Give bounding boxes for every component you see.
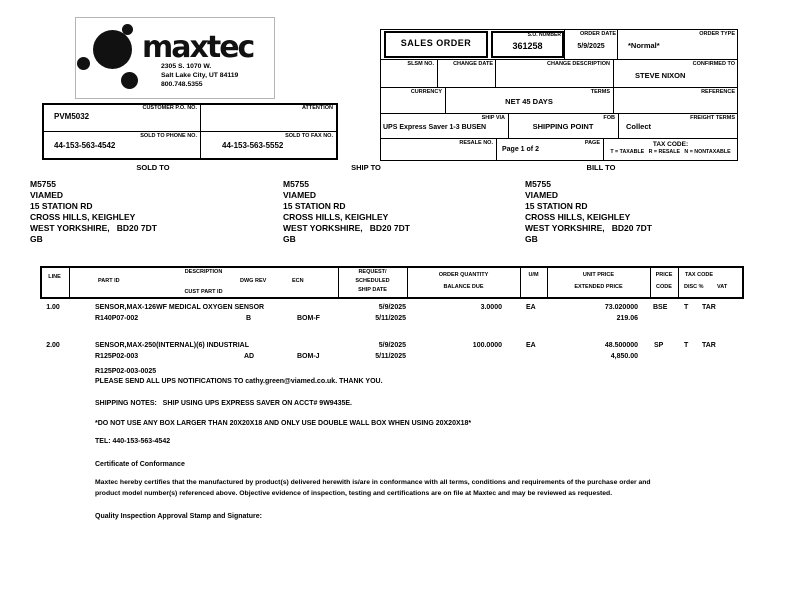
change-date-label: CHANGE DATE xyxy=(453,61,493,67)
row1-extended-price: 219.06 xyxy=(616,315,638,322)
so-number-label: S.O. NUMBER xyxy=(527,32,561,38)
tax-code-legend: T = TAXABLE R = RESALE N = NONTAXABLE xyxy=(610,149,731,155)
row2-extended-price: 4,850.00 xyxy=(610,353,638,360)
confirmed-to-label: CONFIRMED TO xyxy=(692,61,735,67)
bill-to-address-line: GB xyxy=(525,234,538,244)
col-balance-due-label: BALANCE DUE xyxy=(443,284,484,290)
terms-label: TERMS xyxy=(590,89,610,95)
sold-to-heading: SOLD TO xyxy=(136,163,170,172)
ship-to-address-line: M5755 xyxy=(283,179,309,189)
freight-terms-value: Collect xyxy=(626,122,652,131)
sold-to-address-line: CROSS HILLS, KEIGHLEY xyxy=(30,212,136,222)
bill-to-address-line: WEST YORKSHIRE, BD20 7DT xyxy=(525,223,652,233)
col-order-qty-label: ORDER QUANTITY xyxy=(438,272,489,278)
customer-box-hdivider xyxy=(42,131,338,132)
col-unit-price-label: UNIT PRICE xyxy=(582,272,615,278)
company-address-line2: Salt Lake City, UT 84119 xyxy=(161,72,239,79)
change-description-label: CHANGE DESCRIPTION xyxy=(547,61,610,67)
row2-vat: TAR xyxy=(702,342,716,349)
row2-unit-price: 48.500000 xyxy=(604,342,638,349)
sold-to-address-line: 15 STATION RD xyxy=(30,201,93,211)
col-line-label: LINE xyxy=(48,274,61,280)
col-dwg-rev-label: DWG REV xyxy=(240,278,267,284)
bill-to-address-line: 15 STATION RD xyxy=(525,201,588,211)
tax-code-title: TAX CODE: xyxy=(652,141,689,148)
row2-tax-code: T xyxy=(684,342,689,349)
freight-terms-label: FREIGHT TERMS xyxy=(690,115,735,121)
page-value: Page 1 of 2 xyxy=(502,146,539,153)
items-col-divider xyxy=(520,266,521,299)
logo-circle-bottom xyxy=(121,72,138,89)
logo-circle-large xyxy=(93,30,132,69)
so-number-value: 361258 xyxy=(512,41,543,51)
row1-ecn: BOM-F xyxy=(297,315,320,322)
row2-dwg-rev: AD xyxy=(244,353,255,360)
row2-part-id: R125P02-003 xyxy=(95,353,139,360)
order-type-value: *Normal* xyxy=(628,41,660,50)
items-col-divider xyxy=(547,266,548,299)
attention-label: ATTENTION xyxy=(301,105,333,111)
logo-wordmark: maxtec xyxy=(142,30,254,65)
customer-po-value: PVM5032 xyxy=(54,112,90,121)
row1-scheduled-date: 5/11/2025 xyxy=(375,315,406,322)
sold-to-fax-value: 44-153-563-5552 xyxy=(222,141,284,150)
reference-label: REFERENCE xyxy=(701,89,735,95)
row1-vat: TAR xyxy=(702,304,716,311)
row2-description: SENSOR,MAX-250(INTERNAL)(6) INDUSTRIAL xyxy=(95,342,250,349)
sold-to-phone-label: SOLD TO PHONE NO. xyxy=(140,133,197,139)
items-col-divider xyxy=(650,266,651,299)
ship-to-address-line: CROSS HILLS, KEIGHLEY xyxy=(283,212,389,222)
fob-label: FOB xyxy=(603,115,615,121)
row1-part-id: R140P07-002 xyxy=(95,315,139,322)
row2-price-code: SP xyxy=(654,342,664,349)
company-address-line1: 2305 S. 1070 W. xyxy=(161,63,212,70)
sold-to-address-line: GB xyxy=(30,234,43,244)
row2-cust-part-id: R125P02-003-0025 xyxy=(95,368,157,375)
row1-description: SENSOR,MAX-126WF MEDICAL OXYGEN SENSOR xyxy=(95,304,265,311)
row1-request-date: 5/9/2025 xyxy=(378,304,406,311)
row2-request-date: 5/9/2025 xyxy=(378,342,406,349)
sold-to-address-line: WEST YORKSHIRE, BD20 7DT xyxy=(30,223,157,233)
terms-value: NET 45 DAYS xyxy=(505,97,553,106)
order-date-label: ORDER DATE xyxy=(580,31,616,37)
company-logo-box xyxy=(75,17,275,99)
col-vat-label: VAT xyxy=(717,284,728,290)
items-col-divider xyxy=(407,266,408,299)
items-col-divider xyxy=(678,266,679,299)
ship-to-address-line: VIAMED xyxy=(283,190,317,200)
logo-circle-top xyxy=(122,24,133,35)
col-scheduled-label: SCHEDULED xyxy=(355,278,390,284)
page-label: PAGE xyxy=(584,140,600,146)
col-tax-code-label: TAX CODE xyxy=(685,272,714,278)
row1-tax-code: T xyxy=(684,304,689,311)
row1-dwg-rev: B xyxy=(246,315,252,322)
ship-via-label: SHIP VIA xyxy=(481,115,505,121)
confirmed-to-value: STEVE NIXON xyxy=(635,71,686,80)
row2-scheduled-date: 5/11/2025 xyxy=(375,353,406,360)
col-description-label: DESCRIPTION xyxy=(184,269,223,275)
customer-po-label: CUSTOMER P.O. NO. xyxy=(142,105,197,111)
certificate-title: Certificate of Conformance xyxy=(95,461,185,468)
sold-to-fax-label: SOLD TO FAX NO. xyxy=(285,133,333,139)
sold-to-address-line: VIAMED xyxy=(30,190,64,200)
fob-value: SHIPPING POINT xyxy=(532,122,594,131)
sold-to-address-line: M5755 xyxy=(30,179,56,189)
col-code-label: CODE xyxy=(656,284,672,290)
order-type-label: ORDER TYPE xyxy=(699,31,735,37)
row1-um: EA xyxy=(526,304,536,311)
bill-to-address-line: M5755 xyxy=(525,179,551,189)
row2-um: EA xyxy=(526,342,536,349)
quality-inspection-line: Quality Inspection Approval Stamp and Signature: xyxy=(95,513,262,520)
row2-ecn: BOM-J xyxy=(297,353,320,360)
logo-circle-left xyxy=(77,57,90,70)
ship-via-value: UPS Express Saver 1-3 BUSEN xyxy=(383,124,487,131)
certificate-body: Maxtec hereby certifies that the manufactured by product(s) delivered herewith is/are in conformance with all terms, conditions and requirements of the purchase order and product model number(s) referenced above. Objective evidence of inspection, testing and certifications are on file at Maxtec and may be reviewed as requested. xyxy=(95,479,651,497)
col-extended-price-label: EXTENDED PRICE xyxy=(574,284,623,290)
col-disc-label: DISC % xyxy=(684,284,704,290)
col-request-label: REQUEST/ xyxy=(358,269,387,275)
col-ship-date-label: SHIP DATE xyxy=(358,287,387,293)
row1-unit-price: 73.020000 xyxy=(604,304,638,311)
row2-line: 2.00 xyxy=(46,342,60,349)
col-um-label: U/M xyxy=(528,272,539,278)
col-ecn-label: ECN xyxy=(292,278,304,284)
row1-line: 1.00 xyxy=(46,304,60,311)
col-price-label: PRICE xyxy=(655,272,673,278)
resale-no-label: RESALE NO. xyxy=(459,140,493,146)
note-tel: TEL: 440-153-563-4542 xyxy=(95,438,171,445)
bill-to-address-line: CROSS HILLS, KEIGHLEY xyxy=(525,212,631,222)
note-ups-notifications: PLEASE SEND ALL UPS NOTIFICATIONS TO cathy.green@viamed.co.uk. THANK YOU. xyxy=(95,378,383,385)
col-part-id-label: PART ID xyxy=(98,278,120,284)
ship-to-address-line: WEST YORKSHIRE, BD20 7DT xyxy=(283,223,410,233)
ship-to-address-line: 15 STATION RD xyxy=(283,201,346,211)
document-title: SALES ORDER xyxy=(400,38,472,48)
bill-to-address-line: VIAMED xyxy=(525,190,559,200)
row1-order-qty: 3.0000 xyxy=(480,304,502,311)
bill-to-heading: BILL TO xyxy=(586,163,616,172)
ship-to-heading: SHIP TO xyxy=(351,163,381,172)
sold-to-phone-value: 44-153-563-4542 xyxy=(54,141,116,150)
col-cust-part-id-label: CUST PART ID xyxy=(184,289,223,295)
ship-to-address-line: GB xyxy=(283,234,296,244)
slsm-no-label: SLSM NO. xyxy=(407,61,434,67)
company-phone: 800.748.5355 xyxy=(161,81,203,88)
note-shipping: SHIPPING NOTES: SHIP USING UPS EXPRESS SAVER ON ACCT# 9W9435E. xyxy=(95,400,352,407)
currency-label: CURRENCY xyxy=(410,89,442,95)
note-box-size: *DO NOT USE ANY BOX LARGER THAN 20X20X18 AND ONLY USE DOUBLE WALL BOX WHEN USING 20X20X18* xyxy=(95,420,472,427)
row1-price-code: BSE xyxy=(653,304,668,311)
row2-order-qty: 100.0000 xyxy=(472,342,502,349)
order-date-value: 5/9/2025 xyxy=(577,43,605,50)
